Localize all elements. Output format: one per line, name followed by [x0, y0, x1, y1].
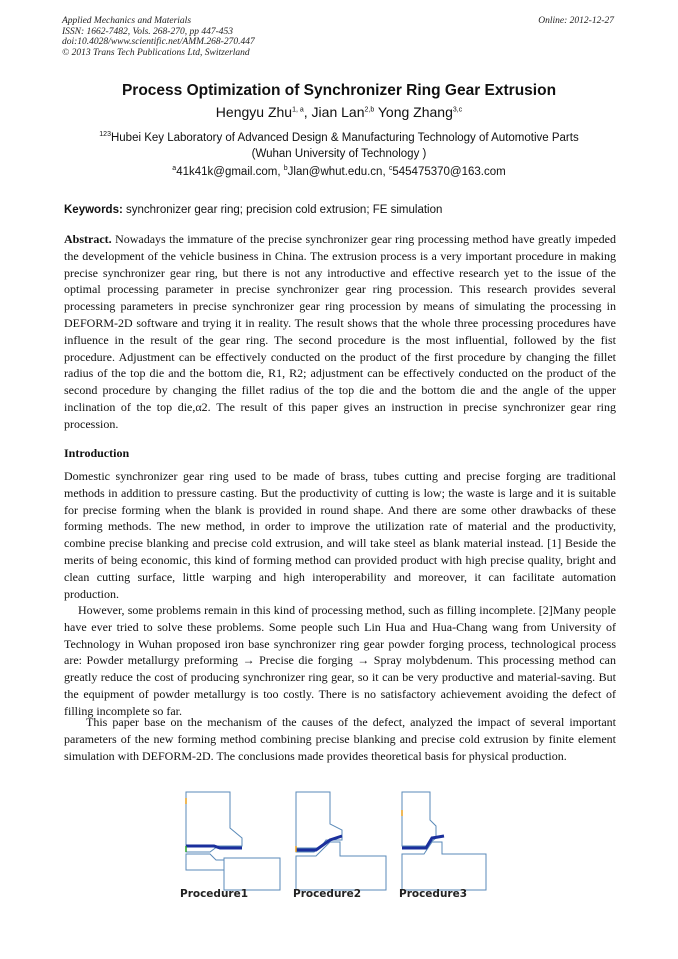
keywords-label: Keywords:: [64, 204, 123, 216]
author-superscript: 3,c: [452, 106, 463, 114]
email-link[interactable]: 41k41k@gmail.com,: [176, 166, 284, 178]
intro-paragraph-1: Domestic synchronizer gear ring used to be made of brass, tubes cutting and precise forging are traditional methods in addition to pressure casting. But the productivity of cutting is low; the waste is large and it is suitable for precise forming when the blank is provided in round shape. And there are some other drawbacks of these forming methods. The new method, in order to improve the utilization rate of material and the productivity, combine precise blanking and precise cold extrusion, and will take steel as blank material instead. [1] Beside the merits of being economic, this kind of forming method can provided product with high precise quality, bright and clean cutting surface, little warping and high interoperability and moreover, it can facilitate automation production.: [64, 469, 616, 601]
procedure-1-diagram: [186, 792, 280, 890]
email-link[interactable]: 545475370@163.com: [392, 166, 506, 178]
online-date: Online: 2012-12-27: [538, 16, 614, 26]
procedure-2-diagram: [296, 792, 386, 890]
paper-title: Process Optimization of Synchronizer Ring Gear Extrusion: [121, 82, 557, 99]
intro-paragraph-3: This paper base on the mechanism of the causes of the defect, analyzed the impact of several important parameters of the new forming method combining precise blanking and precise cold extrusion by finite element simulation with DEFORM-2D. The conclusions made provides theoretical basis for physical production.: [64, 715, 616, 763]
figure-caption-procedure-2: Procedure2: [293, 888, 362, 900]
affiliation-superscript: 123: [99, 131, 111, 139]
email-list: [0, 166, 678, 178]
affiliation-line-1: Hubei Key Laboratory of Advanced Design & Manufacturing Technology of Automotive Parts: [110, 132, 579, 144]
doi-line: doi:10.4028/www.scientific.net/AMM.268-270.447: [62, 37, 255, 47]
author-superscript: 2,b: [364, 106, 375, 114]
journal-name: Applied Mechanics and Materials: [62, 16, 192, 26]
abstract-paragraph: [64, 231, 616, 433]
procedure-3-diagram: [402, 792, 486, 890]
affiliation-line-2: (Wuhan University of Technology ): [251, 148, 427, 160]
affiliation: [60, 130, 618, 162]
abstract-label: Abstract.: [64, 232, 112, 246]
author-list: [0, 104, 678, 120]
author-superscript: 1, a: [292, 106, 304, 114]
author-name: Yong Zhang: [374, 104, 453, 120]
abstract-text: Nowadays the immature of the precise synchronizer gear ring processing method have greatly impeded the development of the vehicle business in China. The extrusion process is a very important procedure in making precise synchronizer gear ring, but there is not any introductive and effective research yet to the issue of the optimal processing parameter in precise synchronizer gear ring procession. This research provides several processing parameters in precise synchronizer gear ring procession by means of simulating the processing in DEFORM-2D software and trying it in reality. The result shows that the whole three processing procedures have influence in the result of the gear ring. The second procedure is the most influential, followed by the fist procedure. Adjustment can be effectively conducted on the product of the first procedure by changing the fillet radius of the top die and the bottom die, R1, R2; adjustment can be effectively conducted on the product of the second procedure by changing the fillet radius of the top die and the bottom die and the angle of the upper inclination of the top die,α2. The result of this paper gives an instruction in precise synchronizer gear ring procession.: [64, 232, 616, 431]
email-link[interactable]: Jlan@whut.edu.cn,: [287, 166, 389, 178]
author-name: Hengyu Zhu: [215, 104, 293, 120]
intro-paragraph-2: However, some problems remain in this kind of processing method, such as filling incomplete. [2]Many people have ever tried to solve these problems. Some people such Lin Hua and Hua-Chang wang from University of Technology in Wuhan proposed iron base synchronizer ring gear powder forging process, technological process are: Powder metallurgy preforming → Precise die forging → Spray molybdenum. This processing method can greatly reduce the cost of producing synchronizer ring gear, so it can be very productive and material-saving. But the equipment of powder metallurgy is too costly. There is no satisfactory achievement avoiding the defect of filling incomplete so far.: [64, 603, 616, 718]
email-superscript: b: [283, 165, 288, 173]
keywords-line: [64, 204, 442, 216]
email-superscript: c: [388, 165, 393, 173]
figure-caption-procedure-1: Procedure1: [180, 888, 249, 900]
keywords-text: synchronizer gear ring; precision cold extrusion; FE simulation: [122, 204, 443, 216]
figure-caption-procedure-3: Procedure3: [399, 888, 468, 900]
email-superscript: a: [172, 165, 177, 173]
copyright-line: © 2013 Trans Tech Publications Ltd, Switzerland: [62, 47, 250, 58]
section-heading-introduction: Introduction: [64, 446, 130, 460]
author-name: , Jian Lan: [303, 104, 365, 120]
issn-line: ISSN: 1662-7482, Vols. 268-270, pp 447-453: [62, 26, 233, 37]
